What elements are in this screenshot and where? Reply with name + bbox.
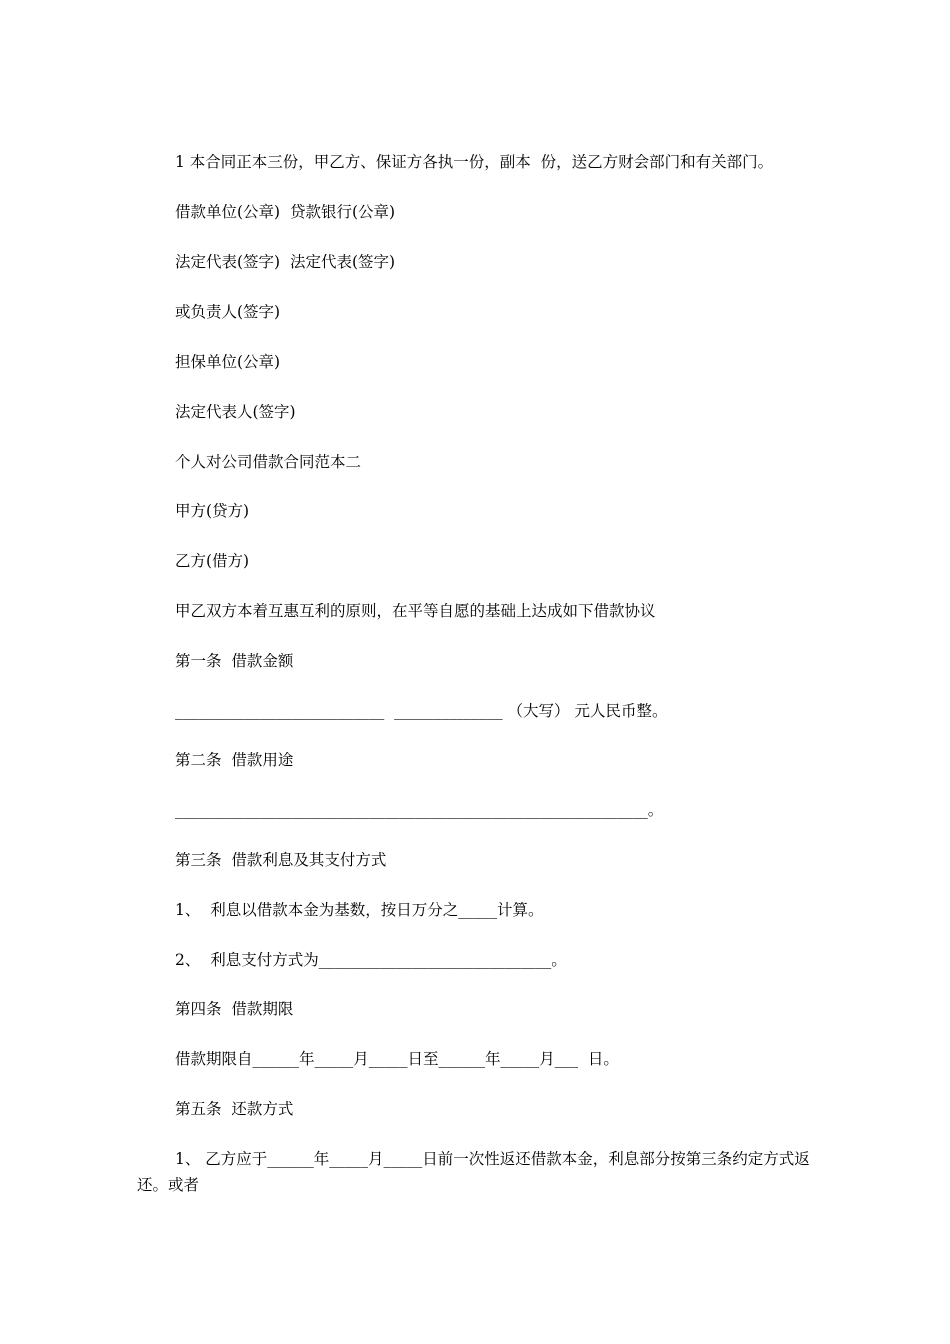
article-5-item-1: 1、 乙方应于______年_____月_____日前一次性返还借款本金，利息部分按第三条约定方式返还。或者 [137,1150,810,1194]
sign-guarantor-representative: 法定代表人(签字) [175,403,296,421]
party-a: 甲方(贷方) [175,502,250,520]
clause-copies: 1 本合同正本三份，甲乙方、保证方各执一份，副本 份，送乙方财会部门和有关部门。 [175,153,774,171]
sign-borrower-bank-seal: 借款单位(公章) 贷款银行(公章) [175,203,396,221]
article-1-amount-line: ___________________________ ______________ （大写） 元人民币整。 [175,702,668,720]
contract-title: 个人对公司借款合同范本二 [175,453,362,471]
article-3-heading: 第三条 借款利息及其支付方式 [175,851,387,869]
article-4-heading: 第四条 借款期限 [175,1000,294,1018]
preamble: 甲乙双方本着互惠互利的原则，在平等自愿的基础上达成如下借款协议 [175,602,656,620]
sign-legal-representatives: 法定代表(签字) 法定代表(签字) [175,253,396,271]
article-5-heading: 第五条 还款方式 [175,1100,294,1118]
article-1-heading: 第一条 借款金额 [175,652,294,670]
article-3-item-1: 1、 利息以借款本金为基数，按日万分之_____计算。 [175,901,544,919]
sign-responsible-person: 或负责人(签字) [175,303,281,321]
article-4-term-line: 借款期限自______年_____月_____日至______年_____月___ 日。 [175,1050,619,1068]
party-b: 乙方(借方) [175,552,250,570]
sign-guarantor-seal: 担保单位(公章) [175,353,281,371]
article-2-purpose-line: _____________________________________________________________。 [175,801,664,819]
article-2-heading: 第二条 借款用途 [175,751,294,769]
article-3-item-2: 2、 利息支付方式为______________________________。 [175,951,567,969]
